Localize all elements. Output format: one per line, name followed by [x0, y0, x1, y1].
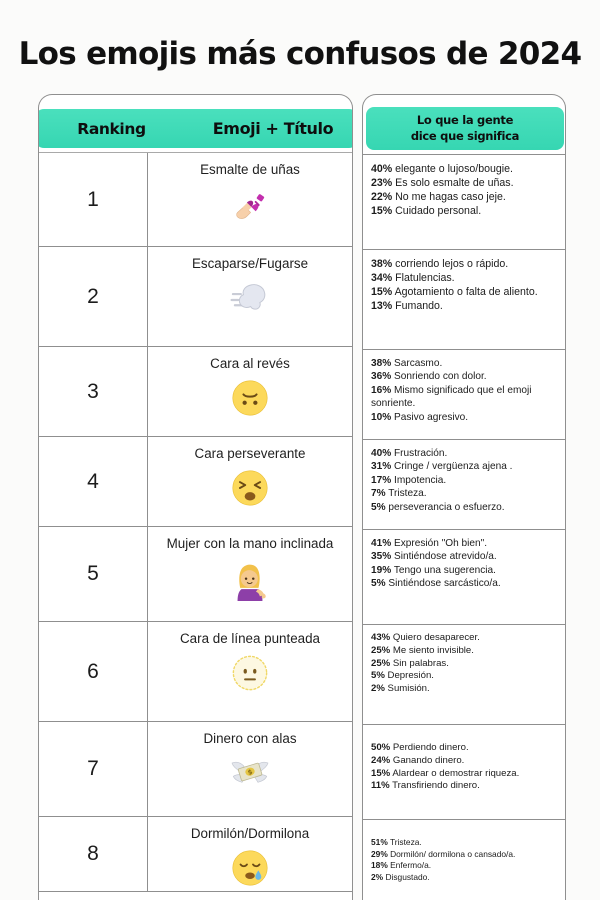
emoji-title-cell: [148, 622, 352, 721]
meaning-percent: 16%: [371, 384, 392, 396]
meaning-percent: 18%: [371, 860, 388, 871]
rank-cell: 7: [39, 722, 148, 816]
meaning-line: [371, 849, 559, 861]
meaning-line: [371, 474, 559, 487]
meaning-line: [371, 670, 559, 683]
meaning-line: [371, 384, 559, 411]
table-row: [39, 817, 352, 892]
upside-down-face-icon: [231, 379, 269, 417]
meaning-line: [371, 658, 559, 671]
meanings-header-line1: Lo que la gente: [416, 112, 514, 127]
table-row: [39, 527, 352, 622]
meaning-row: [363, 724, 565, 819]
meaning-percent: 10%: [371, 411, 392, 423]
meaning-percent: 43%: [371, 632, 391, 643]
meaning-line: [371, 537, 559, 550]
meaning-line: [371, 162, 559, 176]
meaning-percent: 22%: [371, 191, 393, 204]
meaning-percent: 15%: [371, 286, 393, 299]
meaning-line: [371, 550, 559, 563]
dotted-line-face-icon: [231, 654, 269, 692]
meaning-line: [371, 755, 559, 768]
meaning-percent: 31%: [371, 461, 392, 473]
meaning-percent: 2%: [371, 683, 385, 694]
emoji-title-cell: [148, 722, 352, 816]
ranking-table-body: [39, 152, 352, 892]
emoji-title-label: Cara de línea punteada: [180, 631, 320, 646]
meaning-text: Transfiriendo dinero.: [392, 780, 480, 792]
meaning-row: [363, 349, 565, 439]
meaning-line: [371, 271, 559, 285]
rank-cell: 6: [39, 622, 148, 721]
meaning-row: [363, 154, 565, 249]
meaning-line: [371, 285, 559, 299]
meaning-text: Cuidado personal.: [395, 205, 482, 218]
meaning-text: Impotencia.: [394, 474, 447, 486]
meaning-text: No me hagas caso jeje.: [395, 191, 506, 204]
meaning-text: corriendo lejos o rápido.: [395, 258, 509, 270]
meaning-percent: 38%: [371, 258, 393, 270]
meaning-text: Pasivo agresivo.: [394, 411, 469, 423]
meaning-percent: 15%: [371, 205, 393, 218]
column-header-ranking: Ranking: [77, 119, 146, 138]
table-row: [39, 152, 352, 247]
meaning-text: Tristeza.: [388, 488, 427, 500]
nail-polish-icon: [230, 185, 270, 225]
page-title: Los emojis más confusos de 2024: [18, 36, 582, 72]
meaning-line: [371, 872, 559, 884]
meaning-text: Sarcasmo.: [394, 358, 443, 369]
meaning-text: Me siento invisible.: [392, 644, 474, 656]
meaning-percent: 5%: [371, 578, 386, 590]
meaning-percent: 5%: [371, 501, 386, 513]
meaning-text: Ganando dinero.: [392, 754, 465, 766]
dashing-away-icon: [229, 279, 271, 317]
meaning-line: [371, 447, 559, 460]
meaning-text: Depresión.: [387, 670, 434, 682]
meaning-line: [371, 837, 559, 849]
meaning-percent: 34%: [371, 272, 393, 285]
meaning-line: [371, 460, 559, 473]
rank-cell: 1: [39, 153, 148, 246]
emoji-title-cell: [148, 347, 352, 436]
meaning-text: Tengo una sugerencia.: [393, 564, 496, 576]
meaning-text: Fumando.: [395, 300, 443, 313]
meaning-percent: 36%: [371, 371, 392, 383]
emoji-title-label: Cara perseverante: [194, 446, 306, 461]
column-header-emoji-title: Emoji + Título: [212, 119, 334, 138]
meaning-line: [371, 411, 559, 424]
emoji-title-label: Escaparse/Fugarse: [191, 256, 309, 271]
emoji-title-cell: [148, 437, 352, 526]
meaning-text: Cringe / vergüenza ajena .: [394, 461, 513, 473]
ranking-table: [38, 94, 353, 900]
rank-cell: 8: [39, 817, 148, 891]
rank-cell: 2: [39, 247, 148, 346]
meaning-line: [371, 299, 559, 313]
meaning-text: Dormilón/ dormilona o cansado/a.: [390, 848, 516, 859]
meaning-line: [371, 190, 559, 204]
meaning-line: [371, 768, 559, 781]
table-row: [39, 247, 352, 347]
sleepy-face-icon: [231, 849, 269, 887]
meaning-percent: 40%: [371, 163, 393, 175]
meaning-line: [371, 487, 559, 500]
emoji-title-cell: [148, 817, 352, 891]
meaning-percent: 51%: [371, 837, 388, 847]
meaning-percent: 7%: [371, 488, 386, 500]
emoji-title-label: Mujer con la mano inclinada: [166, 536, 334, 551]
meaning-text: Agotamiento o falta de aliento.: [394, 286, 538, 299]
ranking-table-header: [38, 109, 353, 148]
meaning-line: [371, 860, 559, 872]
meaning-percent: 24%: [371, 754, 391, 766]
meaning-percent: 13%: [371, 300, 393, 313]
meaning-percent: 35%: [371, 551, 392, 563]
meaning-text: Sintiéndose atrevido/a.: [394, 551, 497, 563]
meaning-text: Frustración.: [394, 448, 448, 459]
meaning-percent: 38%: [371, 358, 392, 369]
meaning-text: Disgustado.: [385, 871, 430, 882]
table-row: [39, 722, 352, 817]
meanings-panel: [362, 94, 566, 900]
meaning-text: Sonriendo con dolor.: [394, 371, 487, 383]
meaning-line: [371, 683, 559, 696]
meaning-percent: 25%: [371, 644, 391, 656]
meaning-line: [371, 257, 559, 271]
meanings-header-line2: dice que significa: [410, 128, 520, 143]
meaning-percent: 19%: [371, 564, 392, 576]
meaning-text: Mismo significado que el emoji sonriente.: [371, 384, 532, 410]
meanings-panel-header: [366, 107, 564, 150]
meaning-percent: 17%: [371, 474, 392, 486]
meaning-percent: 2%: [371, 871, 384, 882]
meaning-row: [363, 819, 565, 894]
meaning-percent: 41%: [371, 538, 392, 549]
meaning-line: [371, 742, 559, 755]
meaning-row: [363, 439, 565, 529]
rank-cell: 4: [39, 437, 148, 526]
meaning-text: Perdiendo dinero.: [392, 742, 469, 753]
emoji-title-label: Dormilón/Dormilona: [190, 826, 310, 841]
meaning-line: [371, 577, 559, 590]
meaning-percent: 40%: [371, 448, 392, 459]
meaning-text: Sin palabras.: [392, 657, 449, 669]
meaning-text: Sumisión.: [387, 683, 430, 694]
meanings-panel-body: [363, 154, 565, 894]
table-row: [39, 347, 352, 437]
meaning-text: Tristeza.: [389, 837, 422, 847]
meaning-line: [371, 204, 559, 218]
table-row: [39, 622, 352, 722]
meaning-text: Sintiéndose sarcástico/a.: [388, 578, 501, 590]
meaning-line: [371, 632, 559, 645]
meaning-percent: 23%: [371, 177, 393, 190]
emoji-title-cell: [148, 247, 352, 346]
persevering-face-icon: [231, 469, 269, 507]
meaning-percent: 15%: [371, 767, 391, 779]
meaning-row: [363, 624, 565, 724]
woman-tipping-hand-icon: [231, 559, 269, 601]
meaning-percent: 5%: [371, 670, 385, 682]
emoji-title-cell: [148, 153, 352, 246]
meaning-percent: 11%: [371, 780, 390, 792]
meaning-line: [371, 780, 559, 793]
rank-cell: 3: [39, 347, 148, 436]
svg-text:$: $: [246, 767, 254, 777]
meaning-text: Quiero desaparecer.: [392, 632, 480, 643]
emoji-title-label: Dinero con alas: [203, 731, 297, 746]
meaning-percent: 29%: [371, 848, 388, 859]
emoji-title-label: Esmalte de uñas: [200, 162, 300, 177]
meaning-text: Es solo esmalte de uñas.: [395, 177, 514, 190]
meaning-line: [371, 564, 559, 577]
meaning-line: [371, 370, 559, 383]
meaning-text: Expresión "Oh bien".: [394, 538, 488, 549]
meaning-line: [371, 357, 559, 370]
meanings-header-text: [411, 113, 519, 144]
meaning-text: Enfermo/a.: [390, 860, 432, 871]
emoji-title-cell: [148, 527, 352, 621]
money-with-wings-icon: [228, 754, 272, 792]
table-row: [39, 437, 352, 527]
meaning-text: elegante o lujoso/bougie.: [395, 163, 513, 175]
meaning-text: Flatulencias.: [395, 272, 455, 285]
rank-cell: 5: [39, 527, 148, 621]
meaning-row: [363, 529, 565, 624]
meaning-line: [371, 176, 559, 190]
meaning-line: [371, 501, 559, 514]
meaning-text: Alardear o demostrar riqueza.: [392, 767, 520, 779]
emoji-title-label: Cara al revés: [210, 356, 290, 371]
meaning-percent: 25%: [371, 657, 391, 669]
meaning-line: [371, 645, 559, 658]
meaning-percent: 50%: [371, 742, 391, 753]
meaning-row: [363, 249, 565, 349]
meaning-text: perseverancia o esfuerzo.: [388, 501, 505, 513]
